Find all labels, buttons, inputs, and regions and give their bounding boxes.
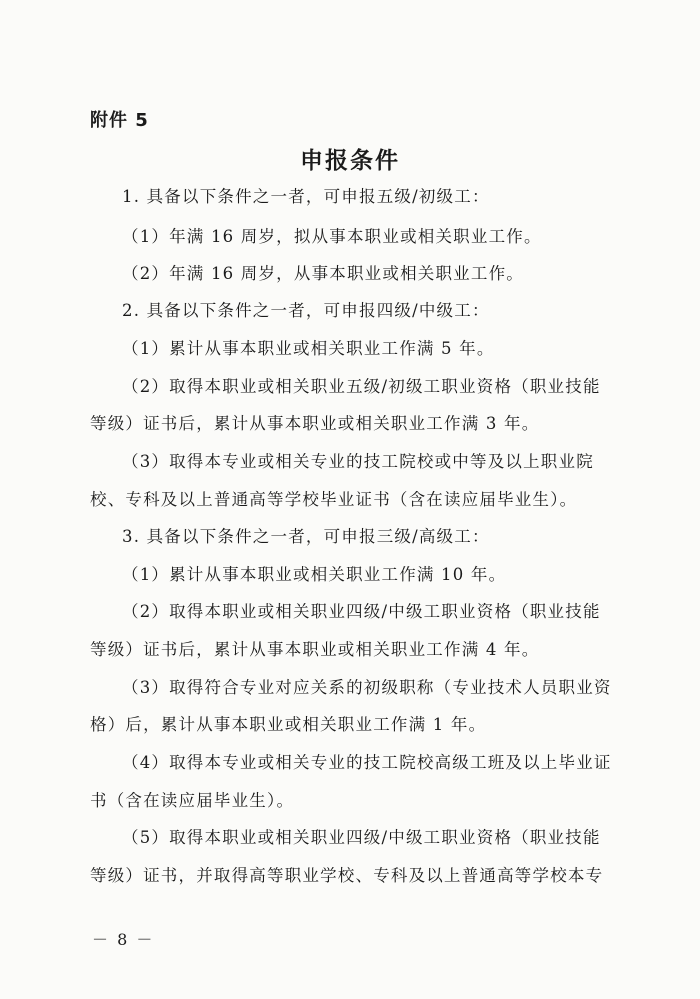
- section-heading-1: 1. 具备以下条件之一者，可申报五级/初级工：: [122, 187, 490, 206]
- list-item-continued: 等级）证书后，累计从事本职业或相关职业工作满 3 年。: [90, 414, 540, 433]
- list-item: （3）取得本专业或相关专业的技工院校或中等及以上职业院: [122, 452, 594, 471]
- list-item: （4）取得本专业或相关专业的技工院校高级工班及以上毕业证: [122, 753, 612, 772]
- list-item-continued: 等级）证书，并取得高等职业学校、专科及以上普通高等学校本专: [90, 866, 604, 885]
- list-item: （1）累计从事本职业或相关职业工作满 5 年。: [122, 339, 495, 358]
- list-item-continued: 书（含在读应届毕业生）。: [90, 791, 295, 810]
- list-item: （1）年满 16 周岁，拟从事本职业或相关职业工作。: [122, 227, 542, 246]
- list-item: （3）取得符合专业对应关系的初级职称（专业技术人员职业资: [122, 678, 612, 697]
- annex-label: 附件 5: [90, 110, 149, 131]
- section-heading-2: 2. 具备以下条件之一者，可申报四级/中级工：: [122, 301, 490, 320]
- list-item: （2）年满 16 周岁，从事本职业或相关职业工作。: [122, 264, 524, 283]
- page-number: － 8 －: [92, 930, 155, 949]
- section-heading-3: 3. 具备以下条件之一者，可申报三级/高级工：: [122, 527, 490, 546]
- list-item-continued: 格）后，累计从事本职业或相关职业工作满 1 年。: [90, 715, 487, 734]
- list-item-continued: 校、专科及以上普通高等学校毕业证书（含在读应届毕业生）。: [90, 490, 578, 509]
- list-item: （2）取得本职业或相关职业四级/中级工职业资格（职业技能: [122, 602, 601, 621]
- list-item: （1）累计从事本职业或相关职业工作满 10 年。: [122, 565, 507, 584]
- list-item-continued: 等级）证书后，累计从事本职业或相关职业工作满 4 年。: [90, 640, 540, 659]
- list-item: （2）取得本职业或相关职业五级/初级工职业资格（职业技能: [122, 377, 601, 396]
- document-title: 申报条件: [300, 148, 400, 174]
- list-item: （5）取得本职业或相关职业四级/中级工职业资格（职业技能: [122, 828, 601, 847]
